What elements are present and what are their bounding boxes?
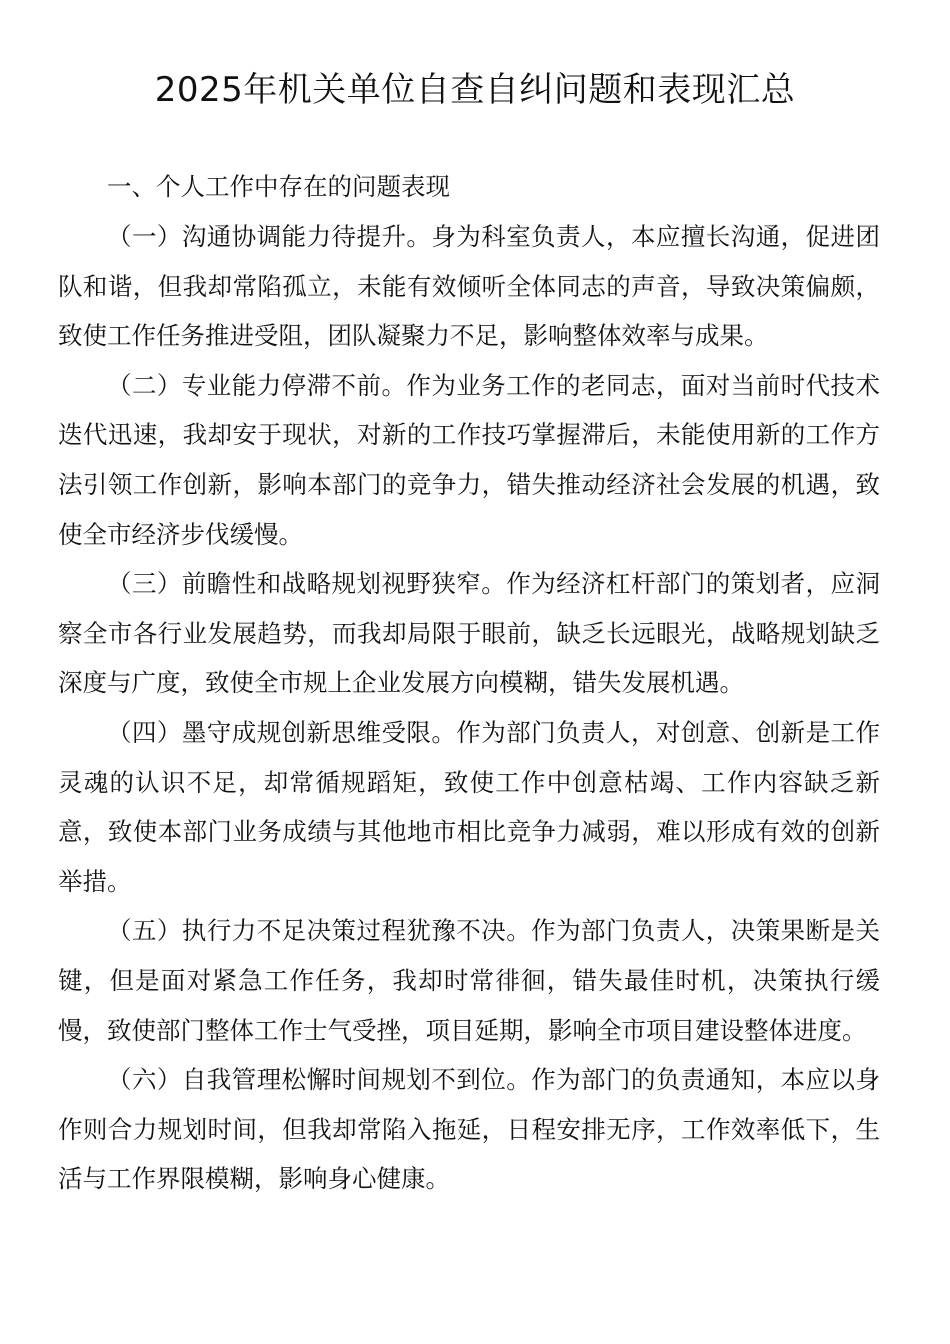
- paragraph-strategic-planning: （三）前瞻性和战略规划视野狭窄。作为经济杠杆部门的策划者，应洞察全市各行业发展趋势，而我却局限于眼前，缺乏长远眼光，战略规划缺乏深度与广度，致使全市规上企业发展方向模糊，错失发展机遇。: [58, 569, 880, 698]
- section-heading: 一、个人工作中存在的问题表现: [107, 172, 450, 201]
- document-title: 2025年机关单位自查自纠问题和表现汇总: [154, 70, 796, 110]
- paragraph-self-management: （六）自我管理松懈时间规划不到位。作为部门的负责通知，本应以身作则合力规划时间，但我却常陷入拖延，日程安排无序，工作效率低下，生活与工作界限模糊，影响身心健康。: [58, 1065, 880, 1194]
- paragraph-professional-ability: （二）专业能力停滞不前。作为业务工作的老同志，面对当前时代技术迭代迅速，我却安于现状，对新的工作技巧掌握滞后，未能使用新的工作方法引领工作创新，影响本部门的竞争力，错失推动经济社会发展的机遇，致使全市经济步伐缓慢。: [58, 370, 880, 549]
- paragraph-execution: （五）执行力不足决策过程犹豫不决。作为部门负责人，决策果断是关键，但是面对紧急工作任务，我却时常徘徊，错失最佳时机，决策执行缓慢，致使部门整体工作士气受挫，项目延期，影响全市项目建设整体进度。: [58, 916, 880, 1045]
- paragraph-communication: （一）沟通协调能力待提升。身为科室负责人，本应擅长沟通，促进团队和谐，但我却常陷孤立，未能有效倾听全体同志的声音，导致决策偏颇，致使工作任务推进受阻，团队凝聚力不足，影响整体效率与成果。: [58, 222, 880, 351]
- document-body: [58, 162, 880, 1204]
- paragraph-innovation: （四）墨守成规创新思维受限。作为部门负责人，对创意、创新是工作灵魂的认识不足，却常循规蹈矩，致使工作中创意枯竭、工作内容缺乏新意，致使本部门业务成绩与其他地市相比竞争力减弱，难以形成有效的创新举措。: [58, 717, 880, 896]
